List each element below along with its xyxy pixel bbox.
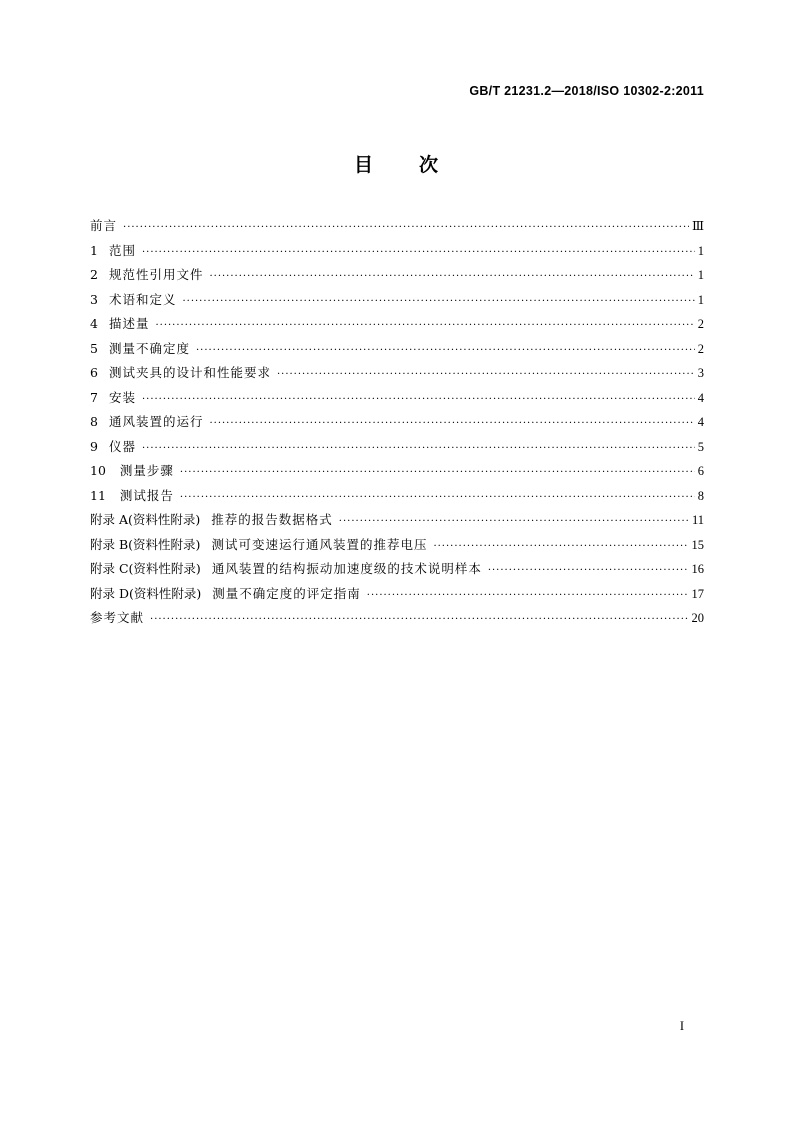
table-of-contents (90, 214, 704, 631)
toc-title-part2: 次 (419, 154, 441, 176)
toc-leader-dots (180, 461, 695, 486)
toc-entry-5[interactable] (90, 337, 704, 362)
appendix-type: (资料性附录) (128, 561, 201, 576)
toc-leader-dots (142, 388, 695, 413)
toc-entry-2[interactable] (90, 263, 704, 288)
toc-entry-page: 4 (697, 390, 704, 405)
toc-entry-page: 20 (691, 611, 704, 625)
toc-entry-number: 10 (90, 463, 106, 478)
toc-entry-page: 16 (691, 562, 704, 576)
toc-leader-dots (277, 363, 695, 388)
toc-entry-number: 8 (90, 414, 98, 429)
toc-entry-label: 仪器 (108, 438, 136, 454)
standard-code: GB/T 21231.2—2018/ISO 10302-2:2011 (469, 84, 704, 98)
toc-title (0, 150, 794, 177)
toc-entry-page: 11 (691, 513, 704, 527)
page-number: I (679, 1019, 684, 1033)
toc-entry-7[interactable] (90, 386, 704, 411)
toc-entry-number: 1 (90, 242, 98, 258)
toc-entry-9[interactable] (90, 435, 704, 460)
toc-entry-label: 范围 (108, 242, 136, 258)
toc-entry-number: 3 (90, 291, 98, 307)
toc-entry-label: 测量不确定度的评定指南 (212, 585, 361, 601)
toc-entry-page: Ⅲ (691, 219, 704, 233)
toc-entry-label: 测量不确定度 (108, 340, 190, 356)
toc-entry-preface[interactable] (90, 214, 704, 239)
toc-entry-number: 5 (90, 340, 98, 356)
toc-entry-number (90, 582, 212, 607)
toc-leader-dots (367, 584, 689, 609)
toc-title-part1: 目 (353, 154, 375, 176)
toc-entry-number: 9 (90, 438, 98, 454)
toc-leader-dots (488, 559, 689, 584)
toc-leader-dots (150, 608, 688, 633)
toc-entry-page: 17 (691, 586, 704, 601)
toc-entry-appendix-d[interactable] (90, 582, 704, 607)
toc-entry-page: 5 (697, 439, 704, 454)
toc-entry-number: 7 (90, 389, 98, 405)
toc-entry-label: 测试报告 (119, 487, 174, 503)
toc-entry-page: 1 (697, 292, 704, 307)
toc-entry-label: 测试夹具的设计和性能要求 (108, 365, 271, 380)
toc-entry-page: 2 (697, 317, 704, 331)
toc-entry-page: 1 (697, 268, 704, 282)
toc-entry-number (90, 508, 211, 533)
toc-entry-8[interactable] (90, 410, 704, 435)
toc-leader-dots (155, 314, 694, 339)
toc-leader-dots (433, 535, 688, 560)
toc-entry-page: 2 (697, 341, 704, 356)
appendix-id: 附录 C (90, 561, 129, 576)
toc-entry-page: 8 (697, 488, 704, 503)
toc-entry-label: 安装 (108, 389, 136, 405)
toc-entry-number: 4 (90, 316, 98, 331)
toc-entry-page: 3 (697, 366, 704, 380)
appendix-type: (资料性附录) (128, 536, 201, 552)
toc-entry-appendix-b[interactable] (90, 533, 704, 558)
toc-leader-dots (142, 241, 695, 266)
toc-entry-label: 推荐的报告数据格式 (211, 512, 333, 527)
toc-entry-label: 术语和定义 (108, 291, 177, 307)
toc-entry-page: 1 (697, 243, 704, 258)
toc-entry-page: 6 (697, 464, 704, 478)
toc-leader-dots (196, 339, 695, 364)
toc-entry-11[interactable] (90, 484, 704, 509)
toc-entry-label: 测量步骤 (119, 463, 174, 478)
toc-entry-label: 参考文献 (90, 610, 145, 625)
toc-leader-dots (142, 437, 695, 462)
appendix-type: (资料性附录) (128, 512, 201, 527)
toc-entry-label: 前言 (90, 218, 118, 233)
toc-entry-number (90, 557, 212, 582)
toc-entry-page: 4 (697, 415, 704, 429)
appendix-type: (资料性附录) (129, 585, 202, 601)
toc-entry-label: 通风装置的运行 (108, 414, 204, 429)
appendix-id: 附录 A (90, 512, 129, 527)
toc-entry-appendix-a[interactable] (90, 508, 704, 533)
toc-entry-number: 2 (90, 267, 98, 282)
toc-entry-1[interactable] (90, 239, 704, 264)
toc-leader-dots (180, 486, 695, 511)
toc-entry-6[interactable] (90, 361, 704, 386)
toc-entry-references[interactable] (90, 606, 704, 631)
toc-entry-label: 规范性引用文件 (108, 267, 204, 282)
toc-entry-number: 11 (90, 487, 106, 503)
appendix-id: 附录 D (90, 585, 129, 601)
toc-entry-4[interactable] (90, 312, 704, 337)
toc-leader-dots (182, 290, 694, 315)
toc-entry-number (90, 533, 211, 558)
toc-entry-page: 15 (691, 537, 704, 552)
toc-entry-label: 通风装置的结构振动加速度级的技术说明样本 (211, 561, 482, 576)
toc-leader-dots (209, 412, 694, 437)
toc-entry-10[interactable] (90, 459, 704, 484)
toc-entry-label: 测试可变速运行通风装置的推荐电压 (211, 536, 428, 552)
appendix-id: 附录 B (90, 536, 129, 552)
toc-entry-number: 6 (90, 365, 98, 380)
toc-leader-dots (209, 265, 694, 290)
toc-entry-label: 描述量 (108, 316, 150, 331)
toc-entry-appendix-c[interactable] (90, 557, 704, 582)
toc-leader-dots (339, 510, 689, 535)
toc-leader-dots (123, 216, 689, 241)
toc-entry-3[interactable] (90, 288, 704, 313)
